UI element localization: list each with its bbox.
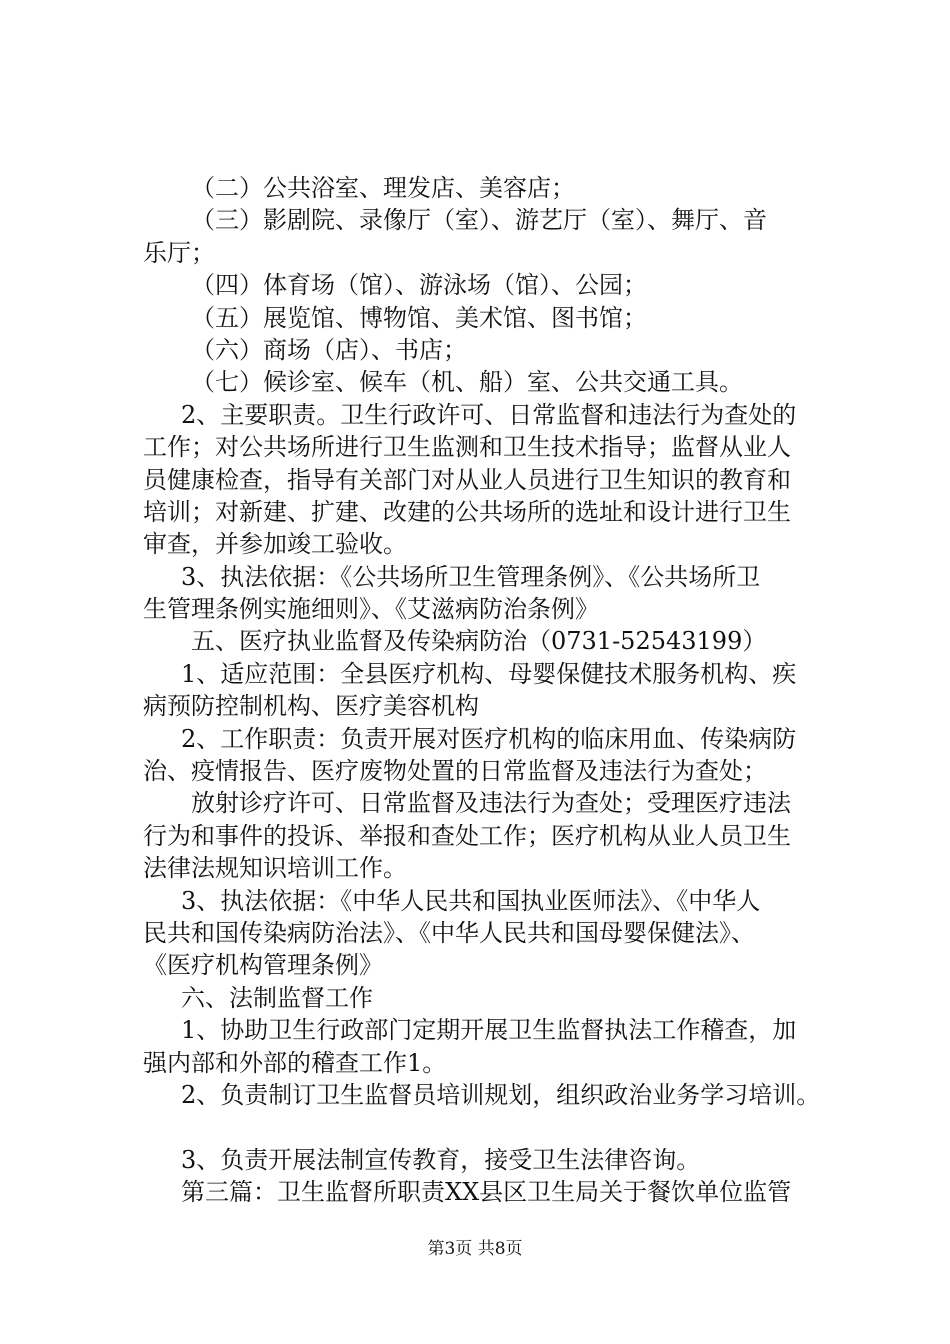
text-line: 放射诊疗许可、日常监督及违法行为查处；受理医疗违法 [191,789,791,818]
text-line: 3、负责开展法制宣传教育，接受卫生法律咨询。 [181,1145,701,1174]
text-line: 治、疫情报告、医疗废物处置的日常监督及违法行为查处； [143,757,767,786]
text-line: 六、法制监督工作 [181,983,373,1012]
text-line: 2、负责制订卫生监督员培训规划，组织政治业务学习培训。 [181,1080,821,1109]
text-line: 2、主要职责。卫生行政许可、日常监督和违法行为查处的 [181,400,797,429]
blank-line [143,1111,833,1143]
text-line: 《医疗机构管理条例》 [143,951,383,980]
text-line: （七）候诊室、候车（机、船）室、公共交通工具。 [191,368,743,397]
text-line: 乐厅； [143,238,215,267]
text-line: 员健康检查，指导有关部门对从业人员进行卫生知识的教育和 [143,465,791,494]
text-line: 2、工作职责：负责开展对医疗机构的临床用血、传染病防 [181,724,797,753]
text-line: 行为和事件的投诉、举报和查处工作；医疗机构从业人员卫生 [143,821,791,850]
text-line: （二）公共浴室、理发店、美容店； [191,174,575,202]
text-line: 审查，并参加竣工验收。 [143,530,407,559]
text-line: 3、执法依据：《中华人民共和国执业医师法》、《中华人 [181,886,761,915]
text-line: （四）体育场（馆）、游泳场（馆）、公园； [191,271,647,300]
text-line: 强内部和外部的稽查工作1。 [143,1048,447,1077]
text-line: 第三篇：卫生监督所职责XX县区卫生局关于餐饮单位监管 [181,1178,792,1207]
text-line: 工作；对公共场所进行卫生监测和卫生技术指导；监督从业人 [143,433,791,462]
text-line: 3、执法依据：《公共场所卫生管理条例》、《公共场所卫 [181,562,761,591]
page-footer: 第3页 共8页 [427,1239,523,1259]
text-line: （五）展览馆、博物馆、美术馆、图书馆； [191,303,647,332]
text-line: 培训；对新建、扩建、改建的公共场所的选址和设计进行卫生 [143,497,791,526]
text-line: 民共和国传染病防治法》、《中华人民共和国母婴保健法》、 [143,918,755,947]
text-line: （三）影剧院、录像厅（室）、游艺厅（室）、舞厅、音 [191,206,767,235]
text-line: 1、适应范围：全县医疗机构、母婴保健技术服务机构、疾 [181,659,797,688]
text-line: 病预防控制机构、医疗美容机构 [143,692,479,721]
text-line: 五、医疗执业监督及传染病防治（0731-52543199） [191,627,767,656]
text-line: 1、协助卫生行政部门定期开展卫生监督执法工作稽查，加 [181,1016,797,1045]
text-line: 法律法规知识培训工作。 [143,854,407,883]
document-body [143,172,833,1209]
text-line: （六）商场（店）、书店； [191,335,467,364]
text-line: 生管理条例实施细则》、《艾滋病防治条例》 [143,595,599,624]
